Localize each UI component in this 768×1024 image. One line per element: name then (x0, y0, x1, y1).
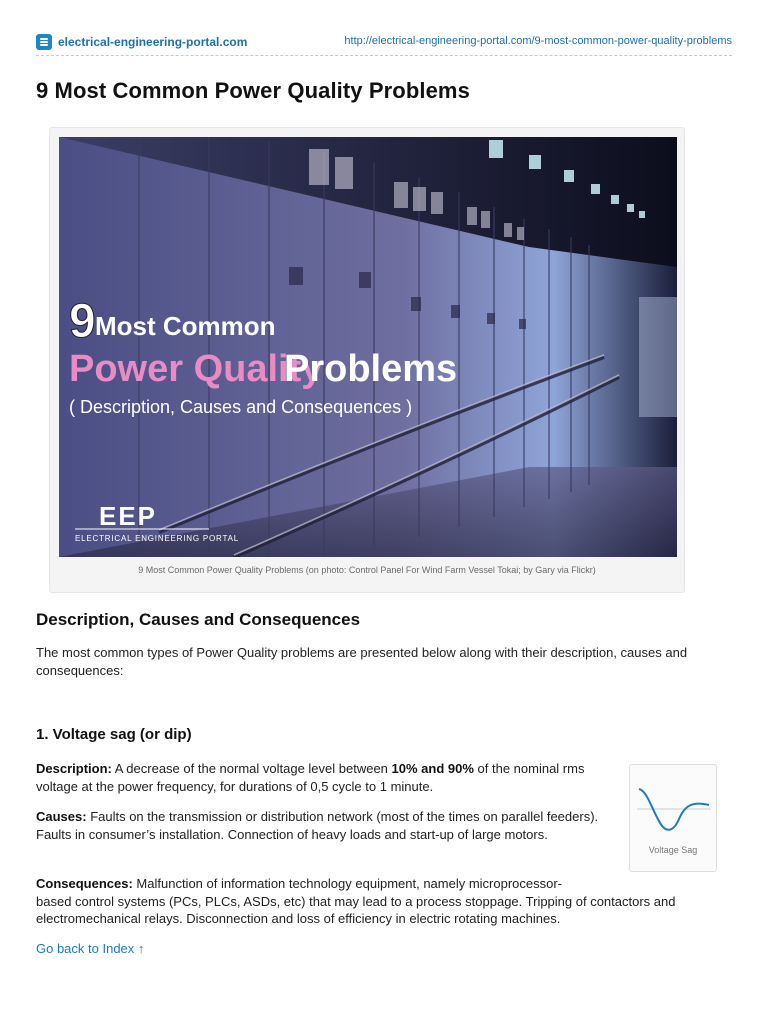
document-icon (36, 34, 52, 50)
causes-label: Causes: (36, 809, 87, 824)
hero-image (59, 137, 677, 557)
svg-text:Power Quality: Power Quality (69, 348, 323, 390)
svg-text:Most Common: Most Common (95, 311, 276, 341)
consequences-paragraph (36, 875, 736, 928)
description-label: Description: (36, 761, 112, 776)
consequences-label: Consequences: (36, 876, 133, 891)
section-heading: Description, Causes and Consequences (36, 610, 361, 629)
intro-paragraph: The most common types of Power Quality problems are presented below along with their description, causes and consequences: (36, 645, 688, 678)
figure-caption: 9 Most Common Power Quality Problems (on photo: Control Panel For Wind Farm Vessel Tokai; by Gary via Flickr) (138, 565, 596, 575)
svg-text:EEP: EEP (99, 501, 158, 531)
svg-text:( Description, Causes and Cons: ( Description, Causes and Consequences ) (69, 397, 413, 417)
site-name: electrical-engineering-portal.com (58, 35, 248, 49)
voltage-sag-label: Voltage Sag (648, 845, 698, 855)
description-text-start: A decrease of the normal voltage level between (111, 761, 392, 776)
item-heading-voltage-sag: 1. Voltage sag (or dip) (36, 726, 192, 743)
svg-text:9: 9 (69, 295, 96, 348)
svg-text:Problems: Problems (284, 348, 458, 390)
description-text-end: of the nominal rms voltage at the power frequency, for durations of 0,5 cycle to 1 minute. (36, 761, 585, 794)
causes-paragraph (36, 808, 611, 843)
site-link[interactable] (36, 34, 247, 50)
description-paragraph (36, 760, 611, 795)
voltage-sag-waveform (637, 783, 711, 839)
consequences-text-rest: based control systems (PCs, PLCs, ASDs, etc) that may lead to a process stoppage. Tripping of contactors and electromechanical relays. Disconnection and loss of efficiency in electric rotating machines. (36, 893, 676, 926)
consequences-text-start: Malfunction of information technology equipment, namely microprocessor- (132, 876, 563, 891)
page-title: 9 Most Common Power Quality Problems (36, 78, 470, 103)
back-to-index-link[interactable]: Go back to Index ↑ (36, 941, 145, 956)
page-url-link[interactable]: http://electrical-engineering-portal.com/9-most-common-power-quality-problems (344, 35, 732, 47)
description-percent-range: 10% and 90% (391, 761, 474, 776)
page-header (36, 32, 732, 56)
svg-text:ELECTRICAL ENGINEERING PORTAL: ELECTRICAL ENGINEERING PORTAL (75, 534, 239, 543)
causes-text: Faults on the transmission or distribution network (most of the times on parallel feeders). Faults in consumer’s installation. Connection of heavy loads and start-up of large motors. (36, 809, 599, 842)
hero-figure (49, 127, 685, 593)
voltage-sag-figure (629, 764, 717, 872)
